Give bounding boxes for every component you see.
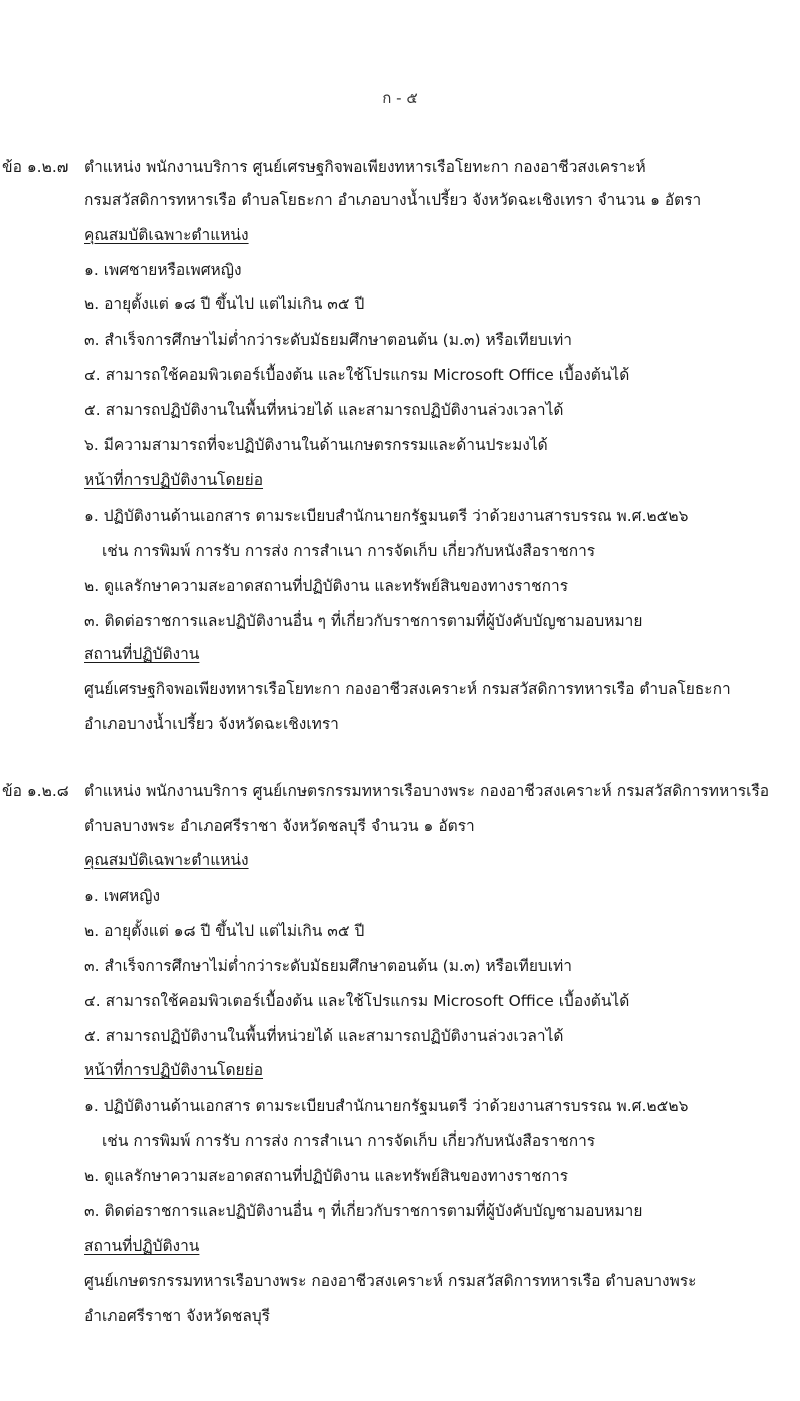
position-title-line2: ตำบลบางพระ อำเภอศรีราชา จังหวัดชลบุรี จำนวน ๑ อัตรา <box>84 817 475 835</box>
duty-item: ๓. ติดต่อราชการและปฏิบัติงานอื่น ๆ ที่เกี่ยวกับราชการตามที่ผู้บังคับบัญชามอบหมาย <box>84 612 643 630</box>
qualification-item: ๑. เพศชายหรือเพศหญิง <box>84 261 242 279</box>
duty-item: ๒. ดูแลรักษาความสะอาดสถานที่ปฏิบัติงาน และทรัพย์สินของทางราชการ <box>84 577 569 595</box>
location-heading: สถานที่ปฏิบัติงาน <box>84 1237 200 1255</box>
duty-item: ๓. ติดต่อราชการและปฏิบัติงานอื่น ๆ ที่เกี่ยวกับราชการตามที่ผู้บังคับบัญชามอบหมาย <box>84 1202 643 1220</box>
duty-item: ๑. ปฏิบัติงานด้านเอกสาร ตามระเบียบสำนักนายกรัฐมนตรี ว่าด้วยงานสารบรรณ พ.ศ.๒๕๒๖ <box>84 507 689 525</box>
location-line2: อำเภอบางน้ำเปรี้ยว จังหวัดฉะเชิงเทรา <box>84 715 339 733</box>
position-title-line1: ตำแหน่ง พนักงานบริการ ศูนย์เกษตรกรรมทหารเรือบางพระ กองอาชีวสงเคราะห์ กรมสวัสดิการทหารเรือ <box>84 782 770 800</box>
duty-item-continuation: เช่น การพิมพ์ การรับ การส่ง การสำเนา การจัดเก็บ เกี่ยวกับหนังสือราชการ <box>102 542 596 560</box>
clause-number: ข้อ ๑.๒.๘ <box>2 782 69 800</box>
duty-item: ๒. ดูแลรักษาความสะอาดสถานที่ปฏิบัติงาน และทรัพย์สินของทางราชการ <box>84 1167 569 1185</box>
location-line2: อำเภอศรีราชา จังหวัดชลบุรี <box>84 1307 270 1325</box>
qualification-item: ๕. สามารถปฏิบัติงานในพื้นที่หน่วยได้ และสามารถปฏิบัติงานล่วงเวลาได้ <box>84 401 564 419</box>
qualification-item: ๔. สามารถใช้คอมพิวเตอร์เบื้องต้น และใช้โปรแกรม Microsoft Office เบื้องต้นได้ <box>84 366 630 384</box>
position-title-line1: ตำแหน่ง พนักงานบริการ ศูนย์เศรษฐกิจพอเพียงทหารเรือโยทะกา กองอาชีวสงเคราะห์ <box>84 158 646 176</box>
duties-heading: หน้าที่การปฏิบัติงานโดยย่อ <box>84 471 264 489</box>
qualification-item: ๓. สำเร็จการศึกษาไม่ต่ำกว่าระดับมัธยมศึกษาตอนต้น (ม.๓) หรือเทียบเท่า <box>84 957 572 975</box>
duty-item-continuation: เช่น การพิมพ์ การรับ การส่ง การสำเนา การจัดเก็บ เกี่ยวกับหนังสือราชการ <box>102 1132 596 1150</box>
qualification-item: ๔. สามารถใช้คอมพิวเตอร์เบื้องต้น และใช้โปรแกรม Microsoft Office เบื้องต้นได้ <box>84 992 630 1010</box>
duty-item: ๑. ปฏิบัติงานด้านเอกสาร ตามระเบียบสำนักนายกรัฐมนตรี ว่าด้วยงานสารบรรณ พ.ศ.๒๕๒๖ <box>84 1097 689 1115</box>
qualification-item: ๕. สามารถปฏิบัติงานในพื้นที่หน่วยได้ และสามารถปฏิบัติงานล่วงเวลาได้ <box>84 1027 564 1045</box>
qualification-item: ๓. สำเร็จการศึกษาไม่ต่ำกว่าระดับมัธยมศึกษาตอนต้น (ม.๓) หรือเทียบเท่า <box>84 331 572 349</box>
location-line1: ศูนย์เศรษฐกิจพอเพียงทหารเรือโยทะกา กองอาชีวสงเคราะห์ กรมสวัสดิการทหารเรือ ตำบลโยธะกา <box>84 680 731 698</box>
duties-heading: หน้าที่การปฏิบัติงานโดยย่อ <box>84 1061 264 1079</box>
page-number: ก - ๕ <box>382 89 418 107</box>
qualifications-heading: คุณสมบัติเฉพาะตำแหน่ง <box>84 226 249 244</box>
position-title-line2: กรมสวัสดิการทหารเรือ ตำบลโยธะกา อำเภอบางน้ำเปรี้ยว จังหวัดฉะเชิงเทรา จำนวน ๑ อัตรา <box>84 191 702 209</box>
qualification-item: ๒. อายุตั้งแต่ ๑๘ ปี ขึ้นไป แต่ไม่เกิน ๓๕ ปี <box>84 922 365 940</box>
qualification-item: ๖. มีความสามารถที่จะปฏิบัติงานในด้านเกษตรกรรมและด้านประมงได้ <box>84 436 548 454</box>
qualification-item: ๑. เพศหญิง <box>84 887 161 905</box>
location-line1: ศูนย์เกษตรกรรมทหารเรือบางพระ กองอาชีวสงเคราะห์ กรมสวัสดิการทหารเรือ ตำบลบางพระ <box>84 1272 697 1290</box>
qualifications-heading: คุณสมบัติเฉพาะตำแหน่ง <box>84 851 249 869</box>
location-heading: สถานที่ปฏิบัติงาน <box>84 645 200 663</box>
qualification-item: ๒. อายุตั้งแต่ ๑๘ ปี ขึ้นไป แต่ไม่เกิน ๓๕ ปี <box>84 295 365 313</box>
clause-number: ข้อ ๑.๒.๗ <box>2 158 69 176</box>
